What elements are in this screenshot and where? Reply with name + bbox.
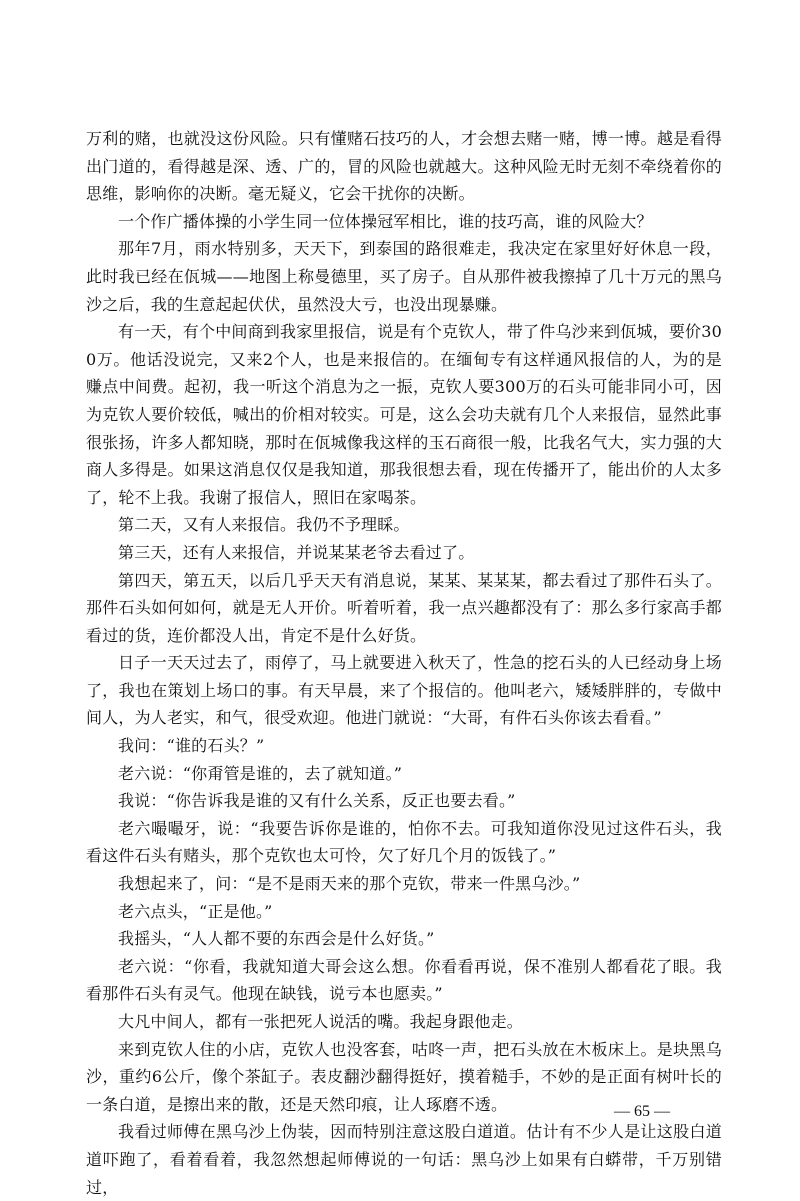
page-body (86, 125, 722, 1201)
paragraph: 我说：“你告诉我是谁的又有什么关系，反正也要去看。” (118, 791, 516, 811)
paragraph: 日子一天天过去了，雨停了，马上就要进入秋天了，性急的挖石头的人已经动身上场了，我也在策划上场口的事。有天早晨，来了个报信的。他叫老六，矮矮胖胖的，专做中间人，为人老实，和气，很受欢迎。他进门就说：“大哥，有件石头你该去看看。” (86, 653, 722, 728)
paragraph: 老六点头，“正是他。” (118, 901, 273, 921)
paragraph: 第四天，第五天，以后几乎天天有消息说，某某、某某某，都去看过了那件石头了。那件石头如何如何，就是无人开价。听着听着，我一点兴趣都没有了：那么多行家高手都看过的货，连价都没人出，肯定不是什么好货。 (86, 570, 722, 645)
paragraph: 老六说：“你甭管是谁的，去了就知道。” (118, 763, 403, 783)
paragraph: 我想起来了，问：“是不是雨天来的那个克钦，带来一件黑乌沙。” (118, 874, 581, 894)
paragraph: 第二天，又有人来报信。我仍不予理睬。 (118, 515, 410, 535)
paragraph: 来到克钦人住的小店，克钦人也没客套，咕咚一声，把石头放在木板床上。是块黑乌沙，重约6公斤，像个茶缸子。表皮翻沙翻得挺好，摸着糙手，不妙的是正面有树叶长的一条白道，是擦出来的散，还是天然印痕，让人琢磨不透。 (86, 1039, 722, 1114)
paragraph: 第三天，还有人来报信，并说某某老爷去看过了。 (118, 542, 475, 562)
paragraph: 我看过师傅在黑乌沙上伪装，因而特别注意这股白道道。估计有不少人是让这股白道道吓跑了，看着看着，我忽然想起师傅说的一句话：黑乌沙上如果有白蟒带，千万别错过， (86, 1122, 722, 1197)
paragraph: 大凡中间人，都有一张把死人说活的嘴。我起身跟他走。 (118, 1012, 524, 1031)
paragraph: 有一天，有个中间商到我家里报信，说是有个克钦人，带了件乌沙来到佤城，要价300万。他话没说完，又来2个人，也是来报信的。在缅甸专有这样通风报信的人，为的是赚点中间费。起初，我一听这个消息为之一振，克钦人要300万的石头可能非同小可，因为克钦人要价较低，喊出的价相对较实。可是，这么会功夫就有几个人来报信，显然此事很张扬，许多人都知晓，那时在佤城像我这样的玉石商很一般，比我名气大，实力强的大商人多得是。如果这消息仅仅是我知道，那我很想去看，现在传播开了，能出价的人太多了，轮不上我。我谢了报信人，照旧在家喝茶。 (86, 322, 722, 507)
paragraph: 万利的赌，也就没这份风险。只有懂赌石技巧的人，才会想去赌一赌，博一博。越是看得出门道的，看得越是深、透、广的，冒的风险也就越大。这种风险无时无刻不牵绕着你的思维，影响你的决断。毫无疑义，它会干扰你的决断。 (86, 129, 722, 204)
paragraph: 一个作广播体操的小学生同一位体操冠军相比，谁的技巧高，谁的风险大？ (118, 211, 653, 231)
page-number: — 65 — (614, 1103, 670, 1120)
paragraph: 老六说：“你看，我就知道大哥会这么想。你看看再说，保不准别人都看花了眼。我看那件石头有灵气。他现在缺钱，说亏本也愿卖。” (86, 956, 722, 1004)
paragraph: 那年7月，雨水特别多，天天下，到泰国的路很难走，我决定在家里好好休息一段，此时我已经在佤城——地图上称曼德里，买了房子。自从那件被我擦掉了几十万元的黑乌沙之后，我的生意起起伏伏，虽然没大亏，也没出现暴赚。 (86, 239, 722, 314)
paragraph: 老六嘬嘬牙，说：“我要告诉你是谁的，怕你不去。可我知道你没见过这件石头，我看这件石头有赌头，那个克钦也太可怜，欠了好几个月的饭钱了。” (86, 818, 722, 866)
paragraph: 我摇头，“人人都不要的东西会是什么好货。” (118, 929, 435, 949)
paragraph: 我问：“谁的石头？” (118, 736, 265, 756)
